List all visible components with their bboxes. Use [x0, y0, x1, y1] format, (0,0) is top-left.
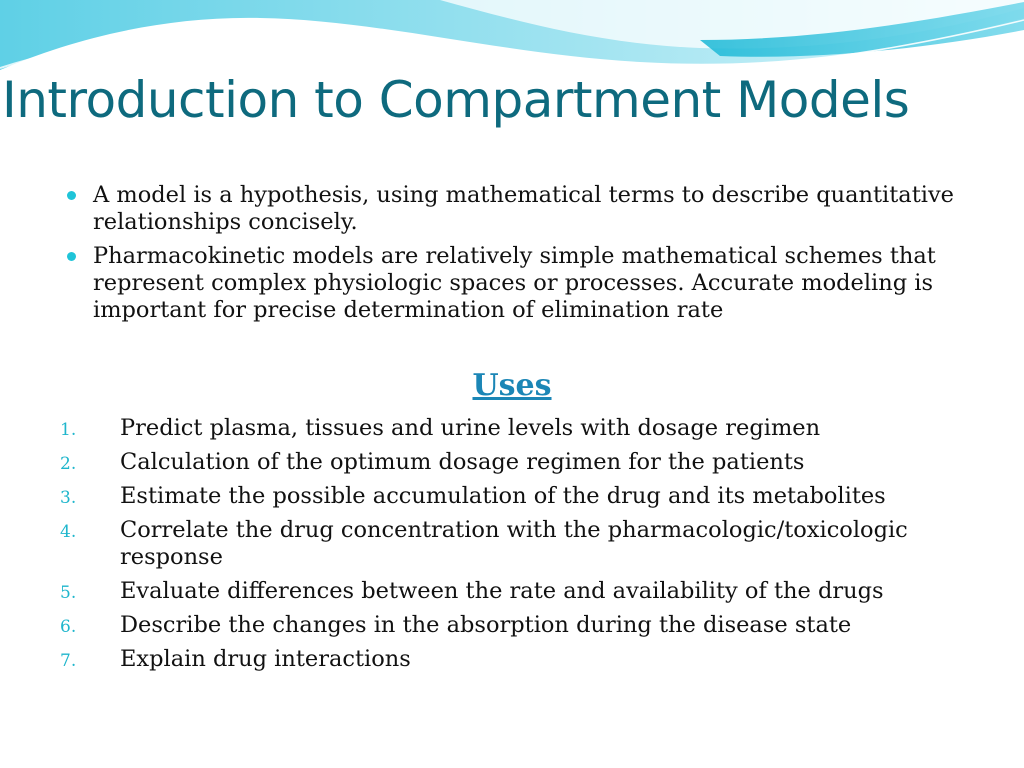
uses-item-text: Describe the changes in the absorption during the disease state: [120, 612, 852, 638]
uses-list-item: [60, 612, 980, 639]
list-number: 1.: [60, 420, 77, 440]
list-number: 6.: [60, 617, 77, 637]
slide-title: Introduction to Compartment Models: [2, 71, 910, 129]
bullet-item: [64, 182, 964, 236]
uses-list-item: [60, 517, 980, 571]
uses-item-text: Correlate the drug concentration with the pharmacologic/toxicologic response: [120, 517, 908, 570]
uses-list-item: [60, 578, 980, 605]
intro-bullet-list: [64, 182, 964, 331]
uses-item-text: Predict plasma, tissues and urine levels with dosage regimen: [120, 415, 821, 441]
bullet-text: A model is a hypothesis, using mathematical terms to describe quantitative relationships concisely.: [93, 182, 954, 235]
bullet-dot-icon: [67, 191, 76, 200]
uses-item-text: Evaluate differences between the rate and availability of the drugs: [120, 578, 884, 604]
bullet-item: [64, 243, 964, 324]
list-number: 7.: [60, 651, 77, 671]
uses-numbered-list: [60, 415, 980, 680]
list-number: 2.: [60, 454, 77, 474]
uses-item-text: Explain drug interactions: [120, 646, 411, 672]
uses-list-item: [60, 415, 980, 442]
uses-list-item: [60, 449, 980, 476]
bullet-dot-icon: [67, 252, 76, 261]
list-number: 4.: [60, 522, 77, 542]
uses-list-item: [60, 483, 980, 510]
uses-item-text: Calculation of the optimum dosage regimen for the patients: [120, 449, 805, 475]
list-number: 3.: [60, 488, 77, 508]
list-number: 5.: [60, 583, 77, 603]
bullet-text: Pharmacokinetic models are relatively simple mathematical schemes that represent complex physiologic spaces or processes. Accurate modeling is important for precise determination of elimination rate: [93, 243, 936, 323]
uses-list-item: [60, 646, 980, 673]
uses-item-text: Estimate the possible accumulation of the drug and its metabolites: [120, 483, 886, 509]
uses-heading-link[interactable]: Uses: [472, 368, 552, 403]
